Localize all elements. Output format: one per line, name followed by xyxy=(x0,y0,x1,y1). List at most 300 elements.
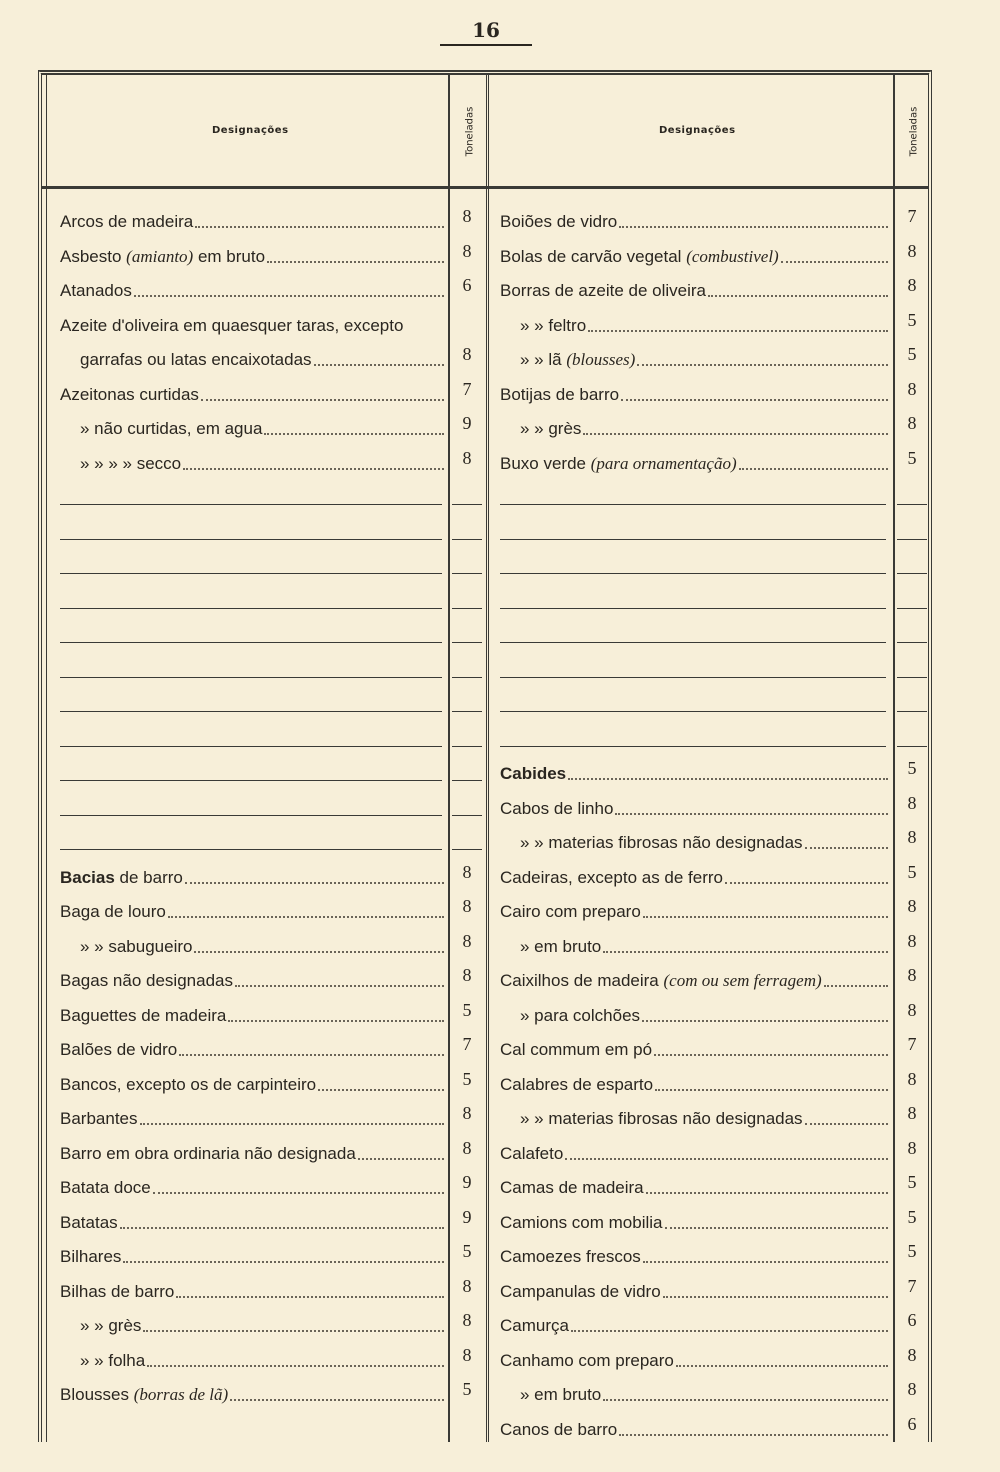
right-tonnage-value: 5 xyxy=(907,1206,917,1227)
left-tonnage-value: 8 xyxy=(462,1275,472,1296)
entry-label-text: Bagas não designadas xyxy=(60,971,233,990)
entry-label xyxy=(520,419,581,439)
blank-value-rule xyxy=(897,539,927,540)
entry-label xyxy=(500,247,779,267)
entry-label-text: Bilhas de barro xyxy=(60,1281,175,1301)
entry-label-text: Canhamo com preparo xyxy=(500,1350,674,1370)
blank-rule xyxy=(500,539,886,540)
leader-dots xyxy=(179,1054,444,1056)
entry-label xyxy=(500,764,566,784)
leader-dots xyxy=(140,1123,445,1125)
entry-label-text: Caixilhos de madeira xyxy=(500,971,659,990)
right-tonnage-value: 7 xyxy=(907,1034,917,1054)
blank-value-rule xyxy=(452,849,482,850)
blank-rule xyxy=(60,608,442,609)
blank-value-rule xyxy=(452,677,482,678)
entry-label xyxy=(520,833,803,853)
entry-label-text: Azeite d'oliveira em quaesquer taras, excepto xyxy=(60,315,404,335)
entry-label-rest: de barro xyxy=(114,867,183,887)
leader-dots xyxy=(588,330,888,332)
left-tonnage-value: 7 xyxy=(462,378,472,399)
left-tonnage-value: 9 xyxy=(462,1172,472,1192)
entry-label-text: Asbesto xyxy=(60,246,122,266)
entry-label-text: Canos de barro xyxy=(500,1419,618,1439)
blank-rule xyxy=(500,642,886,643)
entry-label xyxy=(60,1109,138,1129)
leader-dots xyxy=(619,1434,888,1436)
leader-dots xyxy=(583,433,888,435)
right-tonnage-value: 8 xyxy=(907,1137,917,1158)
leader-dots xyxy=(134,295,444,297)
inner-left-rule xyxy=(46,74,47,1442)
entry-label xyxy=(60,1040,177,1060)
right-tonnage-value: 7 xyxy=(907,206,917,226)
right-entry-row xyxy=(500,1061,890,1095)
right-entry-row xyxy=(520,336,890,370)
entry-label-text: Borras de azeite de oliveira xyxy=(500,281,707,300)
left-entry-row xyxy=(60,1130,446,1164)
left-tonnage-value: 9 xyxy=(462,413,472,433)
right-entry-row xyxy=(520,1371,890,1405)
page-number: 16 xyxy=(440,18,532,46)
blank-value-rule xyxy=(452,573,482,574)
right-entry-row xyxy=(500,1302,890,1336)
leader-dots xyxy=(235,985,444,987)
right-entry-row xyxy=(500,750,890,784)
left-entry-row xyxy=(80,440,446,474)
right-entry-row xyxy=(520,819,890,853)
entry-label-italic: (amianto) xyxy=(126,246,194,266)
left-entry-row xyxy=(80,923,446,957)
left-entry-row xyxy=(60,267,446,301)
right-entry-row xyxy=(500,1268,890,1302)
right-entry-row xyxy=(500,440,890,474)
blank-rule xyxy=(60,677,442,678)
blank-value-rule xyxy=(452,504,482,505)
left-entry-row xyxy=(60,1233,446,1267)
entry-label-text: » para colchões xyxy=(520,1005,641,1025)
entry-label-text: Campanulas de vidro xyxy=(500,1281,661,1301)
left-tonnage-value: 8 xyxy=(462,1137,472,1158)
right-tonnage-value: 8 xyxy=(907,930,917,951)
left-entry-row xyxy=(60,1371,446,1405)
right-designation-header: Designações xyxy=(659,125,736,136)
right-entry-row xyxy=(520,1095,890,1129)
entry-label-text: Calafeto xyxy=(500,1143,564,1163)
entry-label xyxy=(60,902,166,922)
entry-label xyxy=(500,212,617,232)
entry-label xyxy=(500,1075,653,1095)
right-tonnage-value: 8 xyxy=(907,1344,917,1365)
entry-label-text: » » » » secco xyxy=(80,453,182,473)
leader-dots xyxy=(264,433,444,435)
blank-rule xyxy=(60,780,442,781)
left-tonnage-value: 8 xyxy=(462,1344,472,1365)
left-tonnage-value: 7 xyxy=(462,1034,472,1054)
left-entry-row xyxy=(60,888,446,922)
right-entry-row xyxy=(500,233,890,267)
entry-label-italic: (com ou sem ferragem) xyxy=(663,971,822,990)
blank-value-rule xyxy=(897,677,927,678)
entry-label-text: Boiões de vidro xyxy=(500,212,618,231)
right-entry-row xyxy=(500,785,890,819)
leader-dots xyxy=(176,1296,444,1298)
leader-dots xyxy=(708,295,888,297)
entry-label xyxy=(80,1351,145,1371)
leader-dots xyxy=(230,1399,444,1401)
right-tonnage-value: 8 xyxy=(907,827,917,847)
leader-dots xyxy=(805,1123,888,1125)
leader-dots xyxy=(621,399,888,401)
right-tonnage-value: 8 xyxy=(907,378,917,399)
entry-label xyxy=(500,1178,644,1198)
entry-label xyxy=(60,1213,118,1233)
entry-label xyxy=(500,971,822,991)
leader-dots xyxy=(642,1020,888,1022)
entry-label-text: garrafas ou latas encaixotadas xyxy=(80,350,312,369)
left-entry-row xyxy=(60,371,446,405)
entry-label xyxy=(60,1178,151,1198)
left-entry-row xyxy=(80,405,446,439)
left-tonnage-value: 8 xyxy=(462,206,472,226)
leader-dots xyxy=(195,226,444,228)
entry-label-text: Arcos de madeira xyxy=(60,212,194,231)
left-tonnage-value: 8 xyxy=(462,930,472,951)
entry-label-text: Azeitonas curtidas xyxy=(60,384,199,404)
entry-label xyxy=(80,937,192,957)
blank-value-rule xyxy=(452,815,482,816)
left-tonnage-value: 5 xyxy=(462,1241,472,1261)
leader-dots xyxy=(565,1158,888,1160)
leader-dots xyxy=(228,1020,444,1022)
entry-label xyxy=(520,937,601,957)
entry-label-text: » » folha xyxy=(80,1350,146,1370)
right-tonnage-value: 5 xyxy=(907,758,917,778)
left-tonnage-header: Toneladas xyxy=(464,106,476,157)
right-entry-row xyxy=(520,302,890,336)
entry-label-rest: em bruto xyxy=(193,246,266,266)
leader-dots xyxy=(637,364,888,366)
blank-value-rule xyxy=(452,608,482,609)
entry-label xyxy=(80,1316,141,1336)
blank-value-rule xyxy=(897,642,927,643)
right-tonnage-value: 5 xyxy=(907,447,917,468)
left-tonnage-value: 8 xyxy=(462,861,472,882)
leader-dots xyxy=(568,778,888,780)
center-divider xyxy=(486,74,489,1442)
entry-label xyxy=(500,1282,661,1302)
right-tonnage-value: 5 xyxy=(907,344,917,364)
entry-label-text: Bancos, excepto os de carpinteiro xyxy=(60,1074,317,1094)
blank-rule xyxy=(500,608,886,609)
leader-dots xyxy=(120,1227,444,1229)
right-tonnage-value: 5 xyxy=(907,309,917,330)
left-tonnage-value: 8 xyxy=(462,344,472,364)
entry-label-text: Calabres de esparto xyxy=(500,1074,654,1094)
left-tonnage-value: 8 xyxy=(462,240,472,261)
entry-label-text: Atanados xyxy=(60,281,132,300)
entry-label-text: Cairo com preparo xyxy=(500,902,641,921)
entry-label xyxy=(60,212,193,232)
entry-label xyxy=(60,971,233,991)
right-tonnage-value: 5 xyxy=(907,1172,917,1192)
left-tonnage-value: 6 xyxy=(462,275,472,295)
entry-label-text: » em bruto xyxy=(520,936,602,956)
entry-label xyxy=(80,350,312,370)
entry-label xyxy=(520,1109,803,1129)
entry-label-text: Camurça xyxy=(500,1316,569,1335)
left-entry-row xyxy=(60,1026,446,1060)
leader-dots xyxy=(603,1399,888,1401)
entry-label xyxy=(500,385,619,405)
entry-label xyxy=(60,385,199,405)
entry-label-text: Blousses xyxy=(60,1385,129,1404)
right-entry-row xyxy=(500,1337,890,1371)
right-tonnage-value: 8 xyxy=(907,792,917,813)
entry-label-text: » » feltro xyxy=(520,315,587,335)
entry-label xyxy=(500,454,737,474)
right-entry-row xyxy=(500,198,890,232)
left-entry-row xyxy=(60,233,446,267)
entry-label xyxy=(500,799,613,819)
left-entry-row xyxy=(60,992,446,1026)
right-tonnage-value: 8 xyxy=(907,413,917,433)
right-entry-row xyxy=(500,1164,890,1198)
blank-value-rule xyxy=(452,746,482,747)
entry-label-text: Barbantes xyxy=(60,1109,138,1128)
left-entry-row xyxy=(80,1302,446,1336)
left-tonnage-value: 8 xyxy=(462,1310,472,1330)
right-entry-row xyxy=(500,1233,890,1267)
left-tonnage-value: 9 xyxy=(462,1206,472,1227)
blank-rule xyxy=(60,573,442,574)
entry-label-italic: (blousses) xyxy=(566,350,636,369)
entry-label-text: » não curtidas, em agua xyxy=(80,419,263,438)
leader-dots xyxy=(603,951,888,953)
entry-label xyxy=(60,1144,356,1164)
left-entry-row xyxy=(60,1199,446,1233)
left-entry-row xyxy=(60,1164,446,1198)
leader-dots xyxy=(358,1158,444,1160)
right-tonnage-value: 6 xyxy=(907,1310,917,1330)
entry-label-text: Balões de vidro xyxy=(60,1040,178,1059)
leader-dots xyxy=(314,364,444,366)
leader-dots xyxy=(194,951,444,953)
entry-label-text: » » sabugueiro xyxy=(80,936,193,956)
left-entry-row xyxy=(80,1337,446,1371)
entry-label-italic: (borras de lã) xyxy=(133,1385,229,1404)
leader-dots xyxy=(318,1089,444,1091)
entry-label xyxy=(520,316,586,336)
entry-label-text: » » materias fibrosas não designadas xyxy=(520,833,803,852)
leader-dots xyxy=(185,882,444,884)
blank-value-rule xyxy=(897,608,927,609)
leader-dots xyxy=(147,1365,444,1367)
entry-label xyxy=(60,316,403,336)
right-tonnage-value: 8 xyxy=(907,965,917,985)
entry-label xyxy=(60,868,183,888)
entry-label-text: Baguettes de madeira xyxy=(60,1005,227,1025)
leader-dots xyxy=(824,985,888,987)
right-tonnage-value: 8 xyxy=(907,1068,917,1089)
right-entry-row xyxy=(500,1199,890,1233)
blank-rule xyxy=(500,711,886,712)
right-tonnage-value: 8 xyxy=(907,1103,917,1123)
leader-dots xyxy=(143,1330,444,1332)
right-entry-row xyxy=(500,371,890,405)
entry-label xyxy=(520,1006,640,1026)
leader-dots xyxy=(781,261,888,263)
entry-label-text: Camions com mobilia xyxy=(500,1212,663,1232)
entry-label-text: » em bruto xyxy=(520,1385,602,1404)
right-tonnage-header: Toneladas xyxy=(908,106,920,157)
right-entry-row xyxy=(500,854,890,888)
entry-label-text: Buxo verde xyxy=(500,453,586,473)
leader-dots xyxy=(725,882,888,884)
left-tonnage-value: 5 xyxy=(462,1379,472,1399)
entry-label-text: Cabides xyxy=(500,764,567,783)
entry-label xyxy=(500,1351,674,1371)
left-tonnage-value: 8 xyxy=(462,896,472,916)
right-entry-row xyxy=(500,1130,890,1164)
entry-label xyxy=(500,868,723,888)
leader-dots xyxy=(654,1054,888,1056)
blank-value-rule xyxy=(897,711,927,712)
entry-label-italic: (combustivel) xyxy=(686,246,779,266)
right-entry-row xyxy=(500,888,890,922)
entry-label-text: Batatas xyxy=(60,1212,118,1232)
leader-dots xyxy=(123,1261,444,1263)
left-entry-row xyxy=(60,1061,446,1095)
blank-rule xyxy=(60,849,442,850)
leader-dots xyxy=(183,468,444,470)
leader-dots xyxy=(646,1192,888,1194)
right-tonnage-value: 8 xyxy=(907,896,917,916)
entry-label xyxy=(500,1213,663,1233)
blank-rule xyxy=(60,504,442,505)
entry-label xyxy=(500,1420,617,1440)
right-tonnage-value: 5 xyxy=(907,861,917,882)
left-entry-row xyxy=(60,198,446,232)
leader-dots xyxy=(643,1261,888,1263)
leader-dots xyxy=(201,399,444,401)
entry-label-text: Barro em obra ordinaria não designada xyxy=(60,1143,356,1163)
entry-label xyxy=(80,454,181,474)
blank-rule xyxy=(60,815,442,816)
entry-label xyxy=(500,902,641,922)
right-tonnage-value: 8 xyxy=(907,275,917,295)
left-entry-row xyxy=(80,336,446,370)
entry-label-text: » » lã xyxy=(520,350,562,369)
right-entry-row xyxy=(520,405,890,439)
entry-label-text: Bacias xyxy=(60,867,115,887)
left-tonnage-value: 5 xyxy=(462,1068,472,1089)
entry-label-text: » » grès xyxy=(520,419,582,438)
entry-label xyxy=(60,281,132,301)
blank-value-rule xyxy=(452,780,482,781)
leader-dots xyxy=(739,468,888,470)
entry-label-text: Baga de louro xyxy=(60,902,166,921)
blank-rule xyxy=(500,573,886,574)
leader-dots xyxy=(665,1227,889,1229)
right-tonnage-value: 8 xyxy=(907,999,917,1020)
right-entry-row xyxy=(500,1026,890,1060)
entry-label xyxy=(500,1040,652,1060)
leader-dots xyxy=(267,261,444,263)
entry-label-text: Camoezes frescos xyxy=(500,1247,641,1266)
right-entry-row xyxy=(500,1406,890,1440)
right-tonnage-value: 7 xyxy=(907,1275,917,1296)
blank-rule xyxy=(60,711,442,712)
blank-value-rule xyxy=(452,539,482,540)
blank-rule xyxy=(60,746,442,747)
blank-rule xyxy=(60,539,442,540)
left-entry-row xyxy=(60,1095,446,1129)
right-entry-row xyxy=(500,267,890,301)
right-tonnage-value: 5 xyxy=(907,1241,917,1261)
entry-label-text: Cal commum em pó xyxy=(500,1040,653,1059)
entry-label-italic: (para ornamentação) xyxy=(590,453,737,473)
blank-value-rule xyxy=(452,642,482,643)
entry-label-text: » » grès xyxy=(80,1316,142,1335)
leader-dots xyxy=(571,1330,888,1332)
left-entry-row xyxy=(60,302,446,336)
entry-label xyxy=(60,1247,121,1267)
blank-value-rule xyxy=(897,504,927,505)
entry-label xyxy=(60,247,265,267)
entry-label-text: Batata doce xyxy=(60,1178,151,1197)
right-entry-row xyxy=(520,992,890,1026)
entry-label-text: Cadeiras, excepto as de ferro xyxy=(500,867,724,887)
entry-label xyxy=(60,1006,226,1026)
entry-label xyxy=(500,1316,569,1336)
entry-label-text: Camas de madeira xyxy=(500,1178,644,1197)
right-entry-row xyxy=(520,923,890,957)
leader-dots xyxy=(676,1365,888,1367)
blank-value-rule xyxy=(897,746,927,747)
left-tonnage-value: 5 xyxy=(462,999,472,1020)
leader-dots xyxy=(153,1192,444,1194)
right-tonnage-value: 8 xyxy=(907,1379,917,1399)
right-tonnage-value: 8 xyxy=(907,240,917,261)
leader-dots xyxy=(655,1089,888,1091)
blank-rule xyxy=(60,642,442,643)
entry-label xyxy=(520,1385,601,1405)
left-tonnage-value: 8 xyxy=(462,1103,472,1123)
leader-dots xyxy=(643,916,888,918)
entry-label-text: Bilhares xyxy=(60,1247,122,1266)
leader-dots xyxy=(805,847,888,849)
right-tonnage-value: 6 xyxy=(907,1413,917,1434)
blank-rule xyxy=(500,746,886,747)
entry-label xyxy=(60,1385,228,1405)
left-designation-header: Designações xyxy=(212,125,289,136)
right-entry-row xyxy=(500,957,890,991)
left-tonnage-value: 8 xyxy=(462,447,472,468)
entry-label xyxy=(520,350,635,370)
blank-value-rule xyxy=(897,573,927,574)
entry-label-text: Botijas de barro xyxy=(500,384,620,404)
entry-label xyxy=(500,1144,563,1164)
left-entry-row xyxy=(60,854,446,888)
entry-label-text: Cabos de linho xyxy=(500,798,614,818)
entry-label-text: Bolas de carvão vegetal xyxy=(500,246,682,266)
blank-value-rule xyxy=(452,711,482,712)
entry-label xyxy=(500,281,706,301)
blank-rule xyxy=(500,504,886,505)
leader-dots xyxy=(619,226,888,228)
entry-label xyxy=(60,1075,316,1095)
